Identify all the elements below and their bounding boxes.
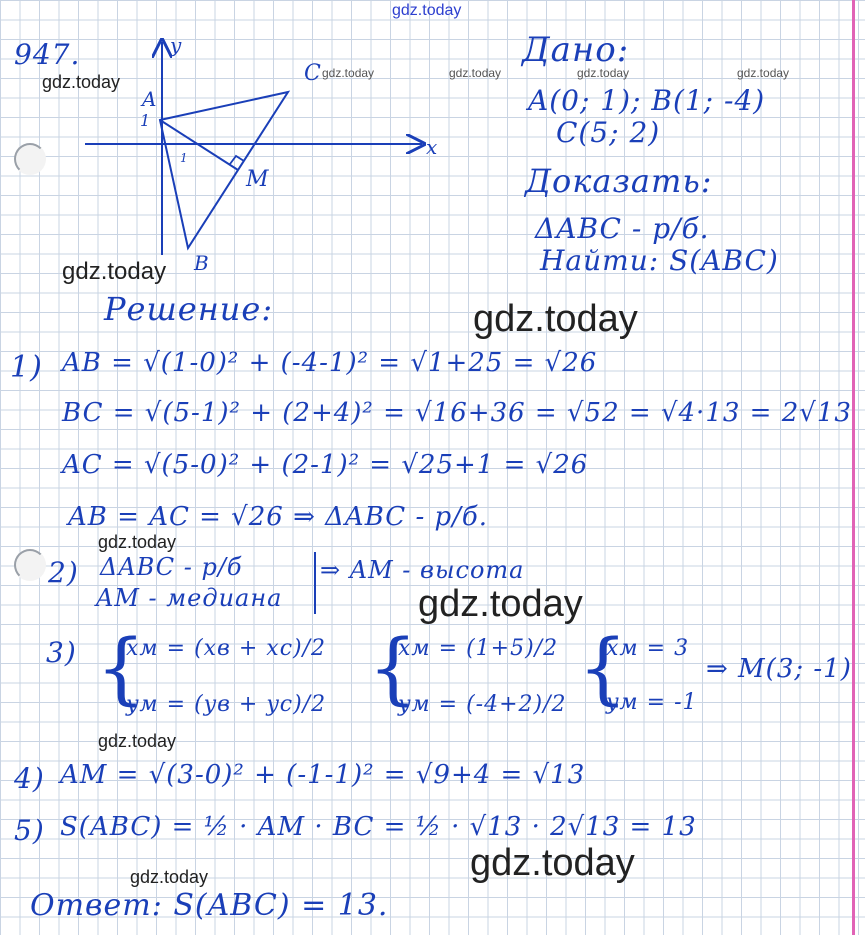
- step-2-line-2: AM - медиана: [96, 584, 283, 612]
- given-line-2: C(5; 2): [556, 116, 661, 149]
- watermark: gdz.today: [98, 731, 177, 751]
- watermark: gdz.today: [42, 72, 121, 92]
- step-3-number: 3): [46, 636, 77, 669]
- system-brace-3: {: [578, 624, 628, 714]
- coordinate-figure: [0, 30, 450, 290]
- step-2-separator: [314, 552, 316, 614]
- watermark: gdz.today: [418, 583, 583, 625]
- step-3-value-y: yм = -1: [606, 690, 698, 715]
- point-m-label: M: [246, 167, 269, 192]
- watermark: gdz.today: [322, 66, 375, 80]
- watermark: gdz.today: [98, 532, 177, 552]
- prove-title: Доказать:: [525, 162, 713, 200]
- step-4-number: 4): [14, 762, 45, 795]
- watermark: gdz.today: [130, 867, 209, 887]
- solution-title: Решение:: [104, 290, 274, 328]
- step-3-formula-y: yм = (yв + yс)/2: [126, 692, 327, 717]
- watermark: gdz.today: [62, 258, 167, 285]
- step-3-value-x: xм = 3: [606, 636, 690, 661]
- page-margin-line: [852, 0, 855, 935]
- step-3-result: ⇒ M(3; -1): [706, 654, 852, 684]
- watermark: gdz.today: [392, 2, 462, 19]
- tick-one-x: 1: [180, 151, 188, 165]
- step-2-line-1: ΔABC - р/б: [100, 553, 243, 581]
- given-line-1: A(0; 1); B(1; -4): [528, 84, 766, 117]
- step-4-line: AM = √(3-0)² + (-1-1)² = √9+4 = √13: [60, 760, 586, 790]
- step-3-sub-y: yм = (-4+2)/2: [398, 692, 567, 717]
- step-2-result: ⇒ AM - высота: [320, 556, 525, 584]
- system-brace-2: {: [368, 624, 418, 714]
- system-brace-1: {: [96, 624, 146, 714]
- step-5-number: 5): [14, 814, 45, 847]
- step-1-conclusion: AB = AC = √26 ⇒ ΔABC - р/б.: [68, 502, 489, 532]
- watermark: gdz.today: [470, 842, 635, 884]
- x-axis-label: x: [426, 135, 438, 159]
- point-b-label: B: [194, 251, 209, 275]
- step-1-ac: AC = √(5-0)² + (2-1)² = √25+1 = √26: [62, 450, 589, 480]
- watermark: gdz.today: [449, 66, 502, 80]
- answer-line: Ответ: S(ABC) = 13.: [30, 888, 389, 923]
- problem-number: 947.: [14, 38, 81, 71]
- binder-hole: [14, 549, 46, 581]
- point-a-label: A: [142, 87, 157, 111]
- given-title: Дано:: [522, 30, 630, 70]
- step-1-ab: AB = √(1-0)² + (-4-1)² = √1+25 = √26: [62, 348, 598, 378]
- watermark: gdz.today: [473, 298, 638, 340]
- step-1-bc: BC = √(5-1)² + (2+4)² = √16+36 = √52 = √4·13 = 2√13: [62, 398, 852, 428]
- step-3-formula-x: xм = (xв + xс)/2: [126, 636, 327, 661]
- watermark: gdz.today: [737, 66, 790, 80]
- step-2-number: 2): [48, 556, 79, 589]
- prove-statement: ΔABC - р/б.: [535, 212, 710, 245]
- y-axis-label: y: [170, 33, 182, 57]
- tick-one-y: 1: [140, 111, 151, 130]
- step-5-line: S(ABC) = ½ · AM · BC = ½ · √13 · 2√13 = 13: [60, 812, 697, 842]
- step-1-number: 1): [10, 350, 43, 385]
- step-3-sub-x: xм = (1+5)/2: [398, 636, 559, 661]
- watermark: gdz.today: [577, 66, 630, 80]
- point-c-label: C: [304, 61, 321, 86]
- triangle-abc: [160, 92, 288, 248]
- find-statement: Найти: S(ABC): [540, 244, 779, 277]
